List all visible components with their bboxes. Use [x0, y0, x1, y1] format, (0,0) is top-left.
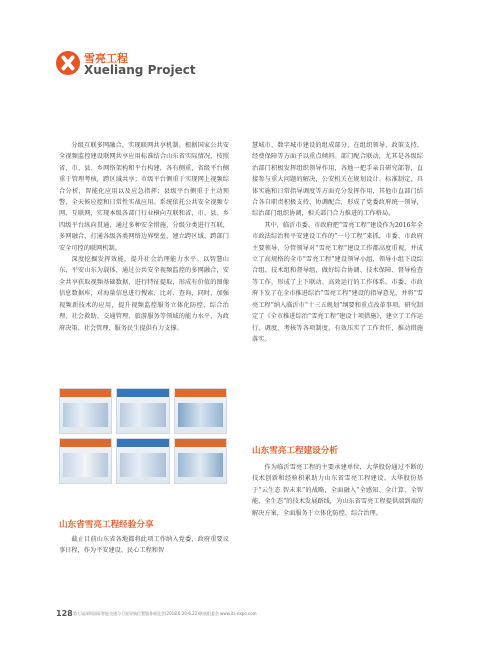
footer-text: 第七届深圳国际智能交通与卫星导航位置服务展览会(2018.6.20-6.22)联展组委会 www.its-expo.com	[73, 611, 257, 616]
xueliang-logo-icon	[56, 51, 80, 75]
paragraph: 截止目前山东省各地都将此项工作纳入党委、政府重要议事日程，作为平安建设、民心工程和智	[59, 536, 229, 555]
screenshot-thumbnail	[116, 438, 169, 484]
paragraph: 慧城市、数字城市建设的组成部分，在组织领导、政策支持、经费保障等方面予以重点倾斜。部门配合联动，尤其是各级综治部门积极发挥组织领导作用，各地一把手亲自研究部署，直接参与重大问题的解决，公安机关在规划设计、标准制定、具体实施和日常指导调度等方面充分发挥作用，其他市直部门结合各自职责积极支持、协调配合，形成了党委政府统一领导，综治部门组织协调，相关部门合力推进的工作格局。	[252, 142, 423, 218]
screenshot-gallery	[59, 388, 227, 484]
left-section-text	[59, 534, 229, 557]
screenshot-thumbnail	[174, 388, 227, 434]
header-title-cn: 雪亮工程	[84, 52, 128, 65]
paragraph: 深度挖掘发挥效能，提升社会治理能力水平。以智慧山东、平安山东为载体，通过公共安全视频监控的多网融合，安全共享获取视频基础数据，进行特征提取，形成有价值的图像信息数据库，对海量信息进行搜索、比对、查询，同时，加强视频新技术的应用，提升视频监控服务立体化防控、综合治理、社会救助、交通管理、旅游服务等领域的能力水平，为政府决策、社会管理、服务民生提供有力支撑。	[59, 256, 229, 332]
left-column-text	[59, 140, 229, 334]
paragraph: 分级互联多网融合，实现联网共享机制。根据国家公共安全视频监控建设联网共享应用标准结合山东省实际情况，按照省、市、县、乡网络架构和平台构建，各有侧重，省级平台侧重于管理考核，跨区域共享；市级平台侧重于实现网上视频综合分析，智能化应用以及应急指挥；县级平台侧重于主动预警、全天候应控和日常性实战应用。系统依托公共安全视频专网、互联网，实现本级各部门行业横向互联和省、市、县、乡四级平台纵向贯通，通过多种安全措施，分级分类进行互联，多网融合，打通各级各类网络边界壁垒，建立跨区域、跨部门安全可控的联网机制。	[59, 142, 229, 252]
right-column-text	[252, 140, 423, 345]
page-header	[56, 48, 256, 88]
header-title-en: Xueliang Project	[84, 63, 196, 77]
screenshot-thumbnail	[116, 388, 169, 434]
screenshot-thumbnail	[174, 438, 227, 484]
right-section-text	[252, 462, 423, 519]
paragraph: 其中，临沂市委、市政府把“雪亮工程”建设作为2016年全市政法综治和平安建设工作的“一号工程”来抓，市委、市政府主要领导、分管领导对“雪亮工程”建设工作都高度重视，并成立了高规格的全市“雪亮工程”建设领导小组，领导小组下设综合组、技术组和督导组，做好综合协调、技术保障、督导检查等工作，形成了上下联动、高效运行的工作体系。市委、市政府下发了在全市推进综治“雪亮工程”建设的指导意见，并将“雪亮工程”纳入临沂市“十三五规划”纲要和重点改革事项。研究制定了《全市推进综治“雪亮工程”建设十项措施》，建立了工作运行、调度、考核等各项制度，有效压实了工作责任，推动措施落实。	[252, 221, 423, 343]
section-title-experience: 山东省雪亮工程经验分享	[59, 520, 154, 530]
screenshot-thumbnail	[59, 438, 112, 484]
section-title-analysis: 山东雪亮工程建设分析	[252, 446, 338, 456]
page-number: 128	[56, 609, 73, 618]
page-footer	[56, 609, 426, 621]
screenshot-thumbnail	[59, 388, 112, 434]
paragraph: 作为临沂雪亮工程的主要承建单位，大华股份通过不断的技术创新和经验积累助力山东省雪亮工程建设。大华股份基于“云生态 智未来”的战略，全面融入“全感知、全计算、全智能、全生态”的技术发展路线，为山东省雪亮工程提供端到端的解决方案，全面服务于立体化防控、综合治理。	[252, 464, 423, 517]
